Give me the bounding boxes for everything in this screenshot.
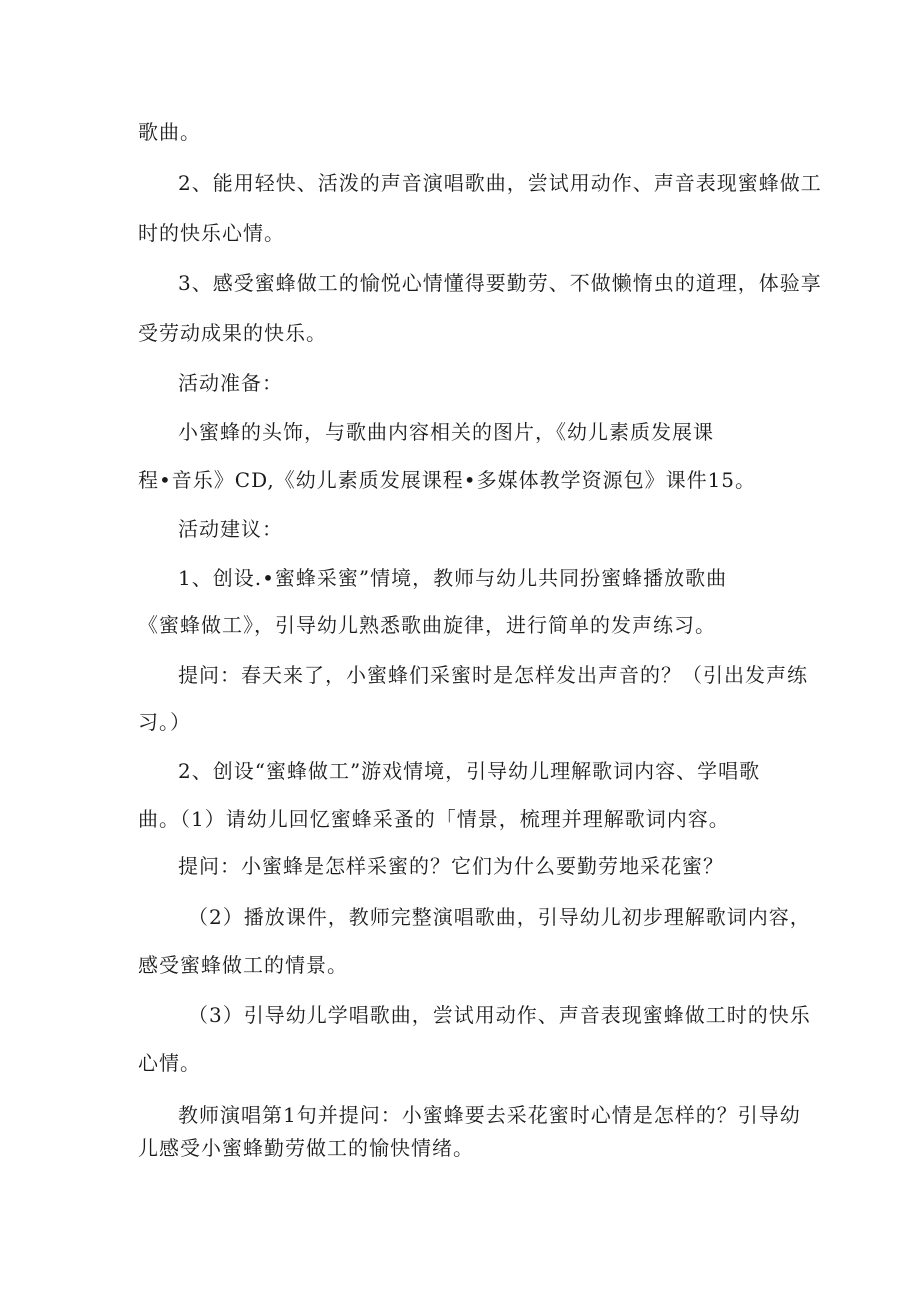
text-line-3: 时的快乐心情。 (138, 221, 285, 245)
text-line-16: 提问：小蜜蜂是怎样采蜜的？它们为什么要勤劳地采花蜜？ (178, 854, 724, 878)
text-line-13: 习。） (138, 710, 191, 734)
text-line-19: （3）引导幼儿学唱歌曲，尝试用动作、声音表现蜜蜂做工时的快乐 (188, 1003, 811, 1027)
text-line-5: 受劳动成果的快乐。 (138, 321, 327, 345)
text-line-11: 《蜜蜂做工》，引导幼儿熟悉歌曲旋律，进行简单的发声练习。 (138, 613, 716, 637)
text-line-4: 3、感受蜜蜂做工的愉悦心情懂得要勤劳、不做懒惰虫的道理，体验享 (178, 271, 822, 295)
text-line-2: 2、能用轻快、活泼的声音演唱歌曲，尝试用动作、声音表现蜜蜂做工 (178, 171, 822, 195)
text-line-21: 教师演唱第1句并提问：小蜜蜂要去采花蜜时心情是怎样的？引导幼 (178, 1103, 801, 1127)
text-line-8: 程•音乐》CD,《幼儿素质发展课程•多媒体教学资源包》课件15。 (138, 468, 757, 492)
text-line-22: 儿感受小蜜蜂勤劳做工的愉快情绪。 (138, 1136, 474, 1160)
text-line-10: 1、创设.•蜜蜂采蜜”情境，教师与幼儿共同扮蜜蜂播放歌曲 (178, 566, 728, 590)
section-heading-preparation: 活动准备： (178, 371, 283, 395)
text-line-17: （2）播放课件，教师完整演唱歌曲，引导幼儿初步理解歌词内容， (188, 905, 811, 929)
text-line-7: 小蜜蜂的头饰，与歌曲内容相关的图片，《幼儿素质发展课 (178, 420, 714, 444)
section-heading-suggestions: 活动建议： (178, 517, 283, 541)
text-line-15: 曲。（1）请幼儿回忆蜜蜂采蚤的「情景，梳理并理解歌词内容。 (138, 807, 730, 831)
text-line-20: 心情。 (138, 1051, 201, 1075)
text-line-12: 提问：春天来了，小蜜蜂们采蜜时是怎样发出声音的？（引出发声练 (178, 663, 808, 687)
text-line-1: 歌曲。 (138, 120, 201, 144)
text-line-18: 感受蜜蜂做工的情景。 (138, 953, 348, 977)
text-line-14: 2、创设“蜜蜂做工”游戏情境，引导幼儿理解歌词内容、学唱歌 (178, 759, 761, 783)
